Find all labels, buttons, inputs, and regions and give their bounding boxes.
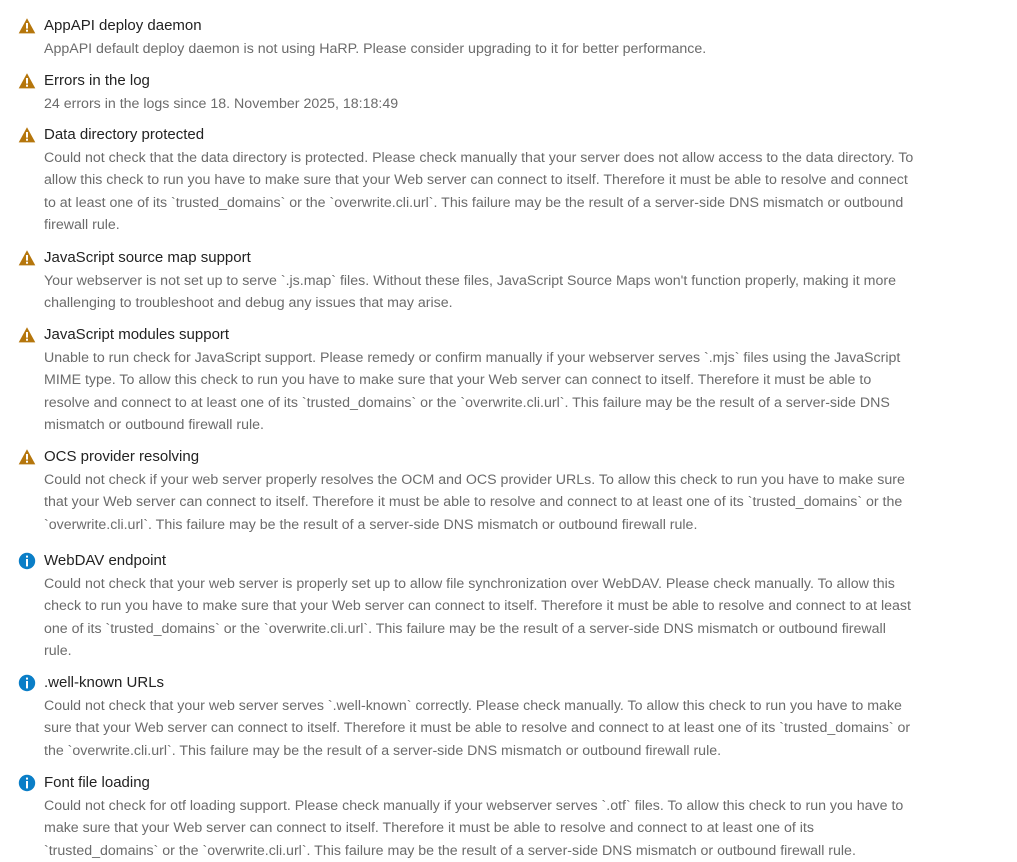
check-title: WebDAV endpoint [44,552,167,569]
warning-icon [18,17,36,35]
check-title: AppAPI deploy daemon [44,17,202,34]
check-title: Errors in the log [44,72,150,89]
warning-icon [18,72,36,90]
check-description: 24 errors in the logs since 18. November 2025, 18:18:49 [44,96,399,112]
warning-icon [18,448,36,466]
check-description: Could not check that your web server is properly set up to allow file synchronization over WebDAV. Please check manually. To allow this check to run you have to make sure that your Web server can connect to itself. Therefore it must be able to resolve and connect to at least one of its `trusted_domains` or the `overwrite.cli.url`. This failure may be the result of a server-side DNS mismatch or outbound firewall rule. [44,576,911,660]
check-description: Unable to run check for JavaScript support. Please remedy or confirm manually if your webserver serves `.mjs` files using the JavaScript MIME type. To allow this check to run you have to make sure that your Web server can connect to itself. Therefore it must be able to resolve and connect to at least one of its `trusted_domains` or the `overwrite.cli.url`. This failure may be the result of a server-side DNS mismatch or outbound firewall rule. [44,350,901,434]
check-description: Could not check for otf loading support. Please check manually if your webserver serves `.otf` files. To allow this check to run you have to make sure that your Web server can connect to itself. Therefore it must be able to resolve and connect to at least one of its `trusted_domains` or the `overwrite.cli.url`. This failure may be the result of a server-side DNS mismatch or outbound firewall rule. [44,798,904,859]
warning-icon [18,126,36,144]
info-icon [18,774,36,792]
check-description: Your webserver is not set up to serve `.js.map` files. Without these files, JavaScript Source Maps won't function properly, making it more challenging to troubleshoot and debug any issues that may arise. [44,273,896,312]
check-description: AppAPI default deploy daemon is not using HaRP. Please consider upgrading to it for better performance. [44,41,707,57]
check-title: .well-known URLs [44,674,165,691]
check-description: Could not check that your web server serves `.well-known` correctly. Please check manually. To allow this check to run you have to make sure that your Web server can connect to itself. Therefore it must be able to resolve and connect to at least one of its `trusted_domains` or the `overwrite.cli.url`. This failure may be the result of a server-side DNS mismatch or outbound firewall rule. [44,698,911,759]
check-title: Font file loading [44,774,150,791]
info-icon [18,552,36,570]
check-title: JavaScript modules support [44,326,230,343]
check-title: Data directory protected [44,126,205,143]
check-title: OCS provider resolving [44,448,200,465]
warning-icon [18,249,36,267]
info-icon [18,674,36,692]
check-description: Could not check if your web server properly resolves the OCM and OCS provider URLs. To allow this check to run you have to make sure that your Web server can connect to itself. Therefore it must be able to resolve and connect to at least one of its `trusted_domains` or the `overwrite.cli.url`. This failure may be the result of a server-side DNS mismatch or outbound firewall rule. [44,472,905,533]
warning-icon [18,326,36,344]
check-description: Could not check that the data directory is protected. Please check manually that your server does not allow access to the data directory. To allow this check to run you have to make sure that your Web server can connect to itself. Therefore it must be able to resolve and connect to at least one of its `trusted_domains` or the `overwrite.cli.url`. This failure may be the result of a server-side DNS mismatch or outbound firewall rule. [44,150,914,234]
check-title: JavaScript source map support [44,249,251,266]
